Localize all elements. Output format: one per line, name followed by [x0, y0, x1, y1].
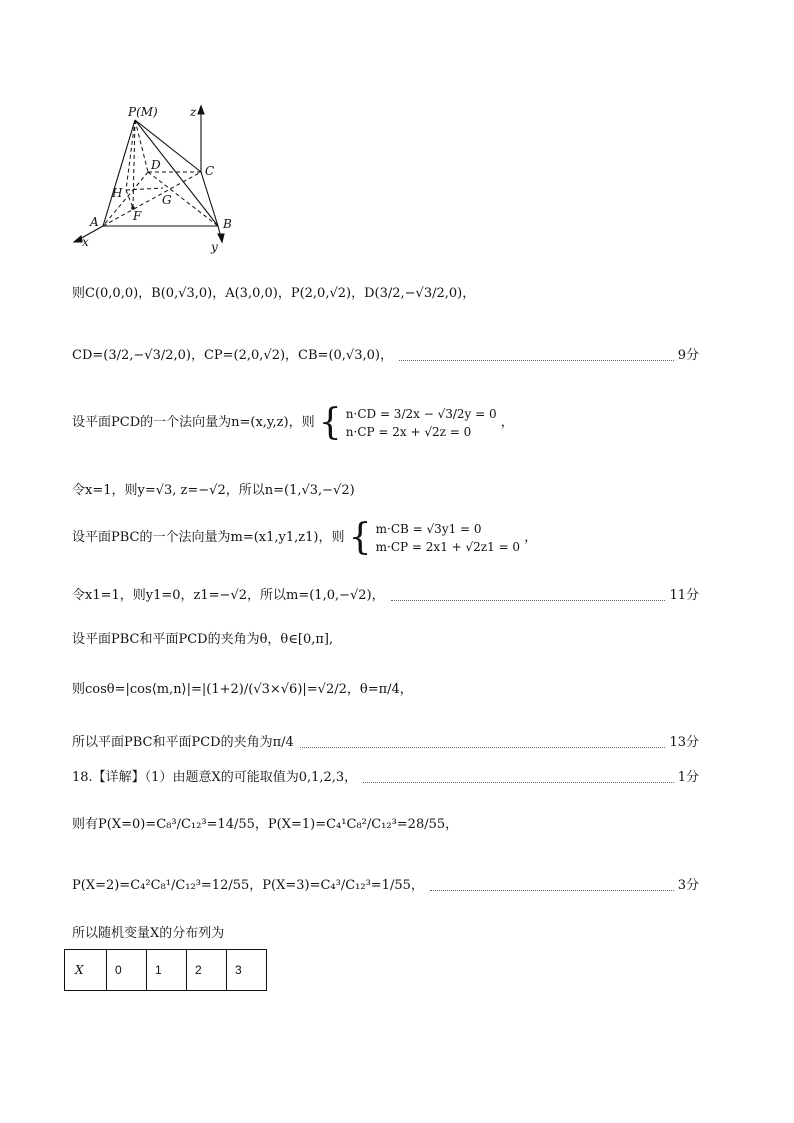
conclusion-line — [72, 733, 699, 753]
score-9: 9分 — [677, 348, 699, 363]
let-x1-line — [72, 586, 699, 606]
leader-dots — [399, 359, 674, 361]
table-cell: 2 — [187, 950, 227, 991]
label-x: x — [82, 235, 89, 249]
label-y: y — [211, 240, 218, 254]
angle-intro-line — [72, 630, 699, 650]
normal-pbc-eq2: m·CP = 2x1 + √2z1 = 0 — [375, 540, 521, 554]
normal-pcd-system — [346, 405, 497, 441]
system-brace: { — [318, 402, 342, 443]
cos-line — [72, 680, 699, 700]
comma: ， — [500, 415, 514, 430]
label-z: z — [190, 105, 197, 119]
label-c: C — [205, 164, 215, 178]
normal-pbc-line — [72, 517, 699, 570]
label-a: A — [90, 215, 99, 229]
coordinates-line — [72, 284, 699, 304]
p01-text: 则有P(X=0)=C₈³/C₁₂³=14/55，P(X=1)=C₄¹C₈²/C₁₂³=28/55， — [72, 817, 459, 832]
label-d: D — [151, 158, 161, 172]
let-x1-text: 令x1=1，则y1=0，z1=−√2，所以m=(1,0,−√2)， — [72, 588, 385, 603]
score-13: 13分 — [669, 735, 699, 750]
label-p: P(M) — [128, 105, 158, 119]
table-header-x: X — [65, 950, 107, 991]
label-b: B — [223, 217, 232, 231]
normal-pbc-intro: 设平面PBC的一个法向量为m=(x1,y1,z1)，则 — [72, 530, 345, 545]
leader-dots — [430, 889, 674, 891]
label-f: F — [133, 209, 142, 223]
label-h: H — [112, 186, 123, 200]
coordinates-text: 则C(0,0,0)，B(0,√3,0)，A(3,0,0)，P(2,0,√2)，D(3/2,−√3/2,0)， — [72, 286, 476, 301]
pyramid-figure — [68, 100, 248, 255]
let-x-line — [72, 481, 699, 501]
vectors-line — [72, 346, 699, 366]
vectors-text: CD=(3/2,−√3/2,0)，CP=(2,0,√2)，CB=(0,√3,0)， — [72, 348, 393, 363]
normal-pcd-line — [72, 402, 699, 455]
normal-pbc-eq1: m·CB = √3y1 = 0 — [375, 522, 482, 536]
p23-text: P(X=2)=C₄²C₈¹/C₁₂³=12/55，P(X=3)=C₄³/C₁₂³=1/55， — [72, 878, 424, 893]
leader-dots — [391, 599, 666, 601]
normal-pcd-intro: 设平面PCD的一个法向量为n=(x,y,z)，则 — [72, 415, 315, 430]
angle-intro-text: 设平面PBC和平面PCD的夹角为θ，θ∈[0,π], — [72, 632, 334, 647]
label-g: G — [162, 193, 172, 207]
distribution-table — [64, 949, 267, 991]
table-row — [65, 950, 267, 991]
let-x-text: 令x=1，则y=√3, z=−√2，所以n=(1,√3,−√2) — [72, 483, 355, 498]
table-cell: 3 — [227, 950, 267, 991]
score-3: 3分 — [677, 878, 699, 893]
table-cell: 0 — [107, 950, 147, 991]
p01-line — [72, 815, 699, 835]
p23-line — [72, 876, 699, 896]
leader-dots — [300, 746, 666, 748]
table-cell: 1 — [147, 950, 187, 991]
score-1: 1分 — [677, 770, 699, 785]
q18-intro-text: 18.【详解】（1）由题意X的可能取值为0,1,2,3， — [72, 770, 358, 785]
dist-title-text: 所以随机变量X的分布列为 — [72, 926, 225, 941]
score-11: 11分 — [669, 588, 699, 603]
cos-text: 则cosθ=|cos⟨m,n⟩|=|(1+2)/(√3×√6)|=√2/2，θ=π/4， — [72, 682, 413, 697]
normal-pbc-system — [376, 520, 520, 556]
conclusion-text: 所以平面PBC和平面PCD的夹角为π/4 — [72, 735, 294, 750]
q18-intro-line — [72, 768, 699, 788]
dist-title-line — [72, 924, 699, 944]
leader-dots — [363, 781, 674, 783]
normal-pcd-eq2: n·CP = 2x + √2z = 0 — [345, 425, 472, 439]
normal-pcd-eq1: n·CD = 3/2x − √3/2y = 0 — [345, 407, 497, 421]
comma: ， — [524, 530, 538, 545]
system-brace: { — [348, 517, 372, 558]
